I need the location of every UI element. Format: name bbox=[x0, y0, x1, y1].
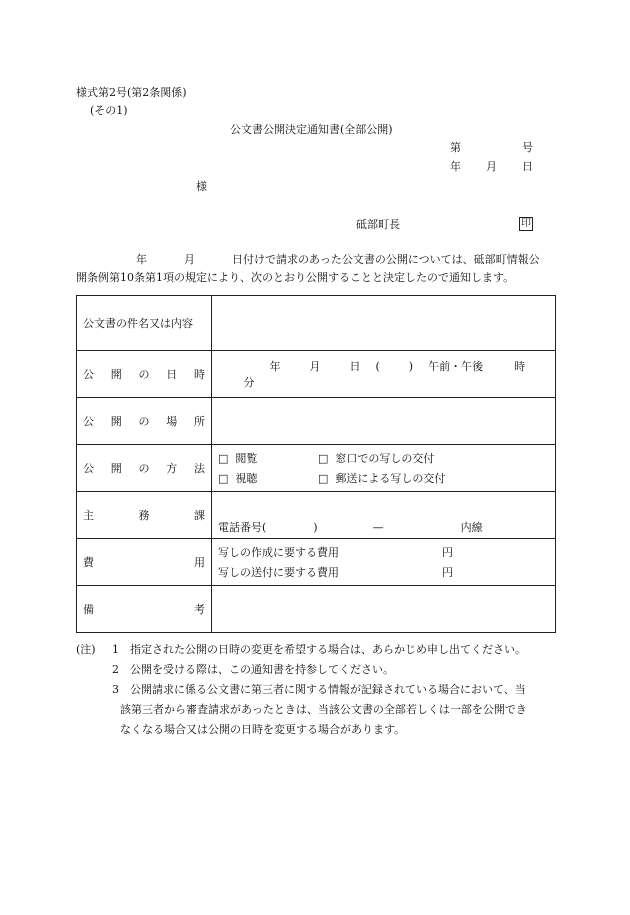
dt-day: 日 bbox=[349, 360, 361, 373]
disclosure-table bbox=[76, 295, 556, 633]
form-number: 様式第2号(第2条関係) bbox=[76, 86, 187, 99]
dt-paren-open: ( bbox=[375, 360, 380, 373]
doc-number-go: 号 bbox=[522, 141, 533, 154]
seal-mark bbox=[519, 216, 533, 231]
doc-number-dai: 第 bbox=[450, 141, 461, 154]
issue-date-day: 日 bbox=[522, 160, 533, 173]
name-label: 公文書の件名又は内容 bbox=[77, 296, 212, 351]
row-name bbox=[77, 296, 556, 351]
phone-dash: — bbox=[372, 521, 384, 534]
name-value bbox=[212, 296, 556, 351]
method-option-view[interactable]: □ 閲覧 bbox=[218, 452, 258, 465]
dt-minute: 分 bbox=[243, 376, 255, 389]
form-sub-number: (その1) bbox=[90, 104, 128, 117]
note-3-text: 公開請求に係る公文書に第三者に関する情報が記録されている場合において、当 bbox=[130, 683, 526, 696]
place-value bbox=[212, 398, 556, 445]
dept-label: 主 務 課 bbox=[83, 509, 205, 522]
note-1-num: 1 bbox=[112, 643, 119, 656]
method-option-listen[interactable]: □ 視聴 bbox=[218, 472, 258, 485]
dt-year: 年 bbox=[269, 360, 281, 373]
body-month: 月 bbox=[184, 253, 195, 266]
body-year: 年 bbox=[136, 253, 147, 266]
place-label: 公 開 の 場 所 bbox=[83, 415, 205, 428]
issue-date-year: 年 bbox=[450, 160, 461, 173]
row-method bbox=[77, 445, 556, 492]
dt-hour: 時 bbox=[514, 360, 526, 373]
method-option-mail-copy[interactable]: □ 郵送による写しの交付 bbox=[318, 472, 446, 485]
seal-text: 印 bbox=[521, 218, 531, 229]
note-2-text: 公開を受ける際は、この通知書を持参してください。 bbox=[130, 663, 394, 676]
row-datetime bbox=[77, 351, 556, 398]
document-title: 公文書公開決定通知書(全部公開) bbox=[230, 123, 393, 136]
remarks-value bbox=[212, 586, 556, 633]
dt-month: 月 bbox=[309, 360, 321, 373]
checkbox-counter-copy[interactable]: □ bbox=[318, 452, 329, 465]
note-1-text: 指定された公開の日時の変更を希望する場合は、あらかじめ申し出てください。 bbox=[130, 643, 526, 656]
datetime-value bbox=[212, 351, 556, 398]
addressee-suffix: 様 bbox=[196, 180, 207, 193]
body-line-1: 日付けで請求のあった公文書の公開については、砥部町情報公 bbox=[232, 253, 540, 266]
fee-value bbox=[212, 539, 556, 586]
note-3-cont-1: 該第三者から審査請求があったときは、当該公文書の全部若しくは一部を公開でき bbox=[120, 703, 527, 716]
dt-paren-close: ) bbox=[408, 360, 414, 373]
datetime-label: 公 開 の 日 時 bbox=[83, 368, 205, 381]
remarks-label: 備 考 bbox=[83, 603, 205, 616]
phone-label: 電話番号( bbox=[218, 521, 267, 534]
row-department bbox=[77, 492, 556, 539]
row-remarks bbox=[77, 586, 556, 633]
checkbox-mail-copy[interactable]: □ bbox=[318, 472, 329, 485]
sender-name: 砥部町長 bbox=[356, 218, 400, 231]
dt-ampm: 午前・午後 bbox=[428, 360, 484, 373]
fee-row-mail: 写しの送付に要する費用 円 bbox=[218, 566, 453, 579]
body-line-2: 開条例第10条第1項の規定により、次のとおり公開することと決定したので通知します。 bbox=[76, 271, 515, 284]
phone-close: ) bbox=[313, 521, 318, 534]
method-option-counter-copy[interactable]: □ 窓口での写しの交付 bbox=[318, 452, 435, 465]
dept-value bbox=[212, 492, 556, 539]
method-options bbox=[212, 445, 556, 492]
fee-row-copy: 写しの作成に要する費用 円 bbox=[218, 546, 453, 559]
row-fee bbox=[77, 539, 556, 586]
note-3-num: 3 bbox=[112, 683, 119, 696]
row-place bbox=[77, 398, 556, 445]
note-2-num: 2 bbox=[112, 663, 119, 676]
checkbox-listen[interactable]: □ bbox=[218, 472, 229, 485]
checkbox-view[interactable]: □ bbox=[218, 452, 229, 465]
phone-extension: 内線 bbox=[460, 521, 483, 534]
note-3-cont-2: なくなる場合又は公開の日時を変更する場合があります。 bbox=[120, 723, 406, 736]
issue-date-month: 月 bbox=[486, 160, 497, 173]
fee-label: 費 用 bbox=[83, 556, 205, 569]
notes-prefix: (注) bbox=[76, 643, 96, 656]
method-label: 公 開 の 方 法 bbox=[83, 462, 205, 475]
